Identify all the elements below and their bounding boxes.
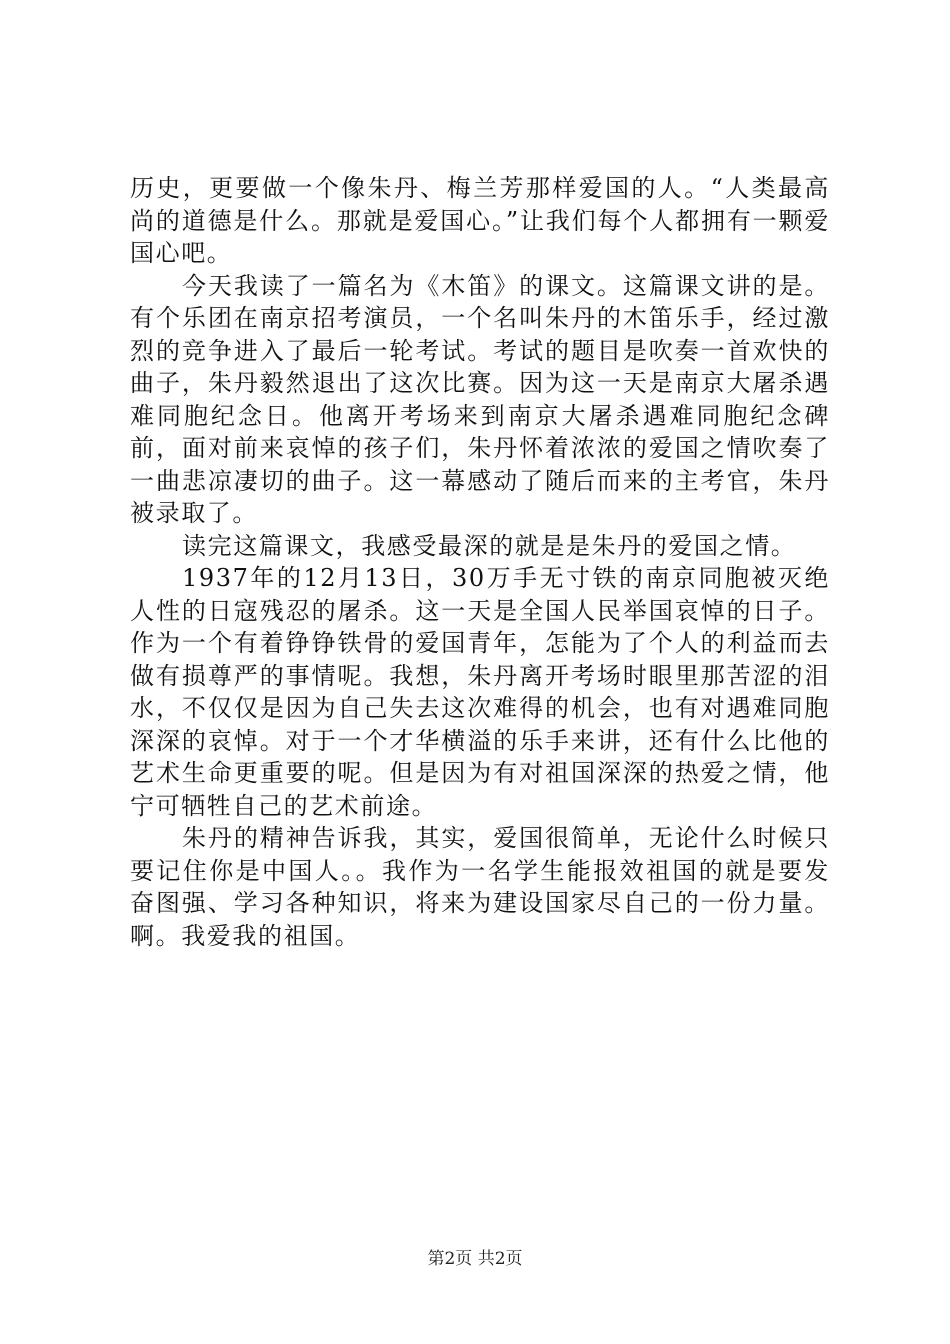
paragraph-3: 读完这篇课文，我感受最深的就是是朱丹的爱国之情。 (182, 531, 797, 560)
paragraph-5: 朱丹的精神告诉我，其实，爱国很简单，无论什么时候只要记住你是中国人。。我作为一名学生能报效祖国的就是要发奋图强、学习各种知识，将来为建设国家尽自己的一份力量。啊。我爱我的祖国。 (130, 824, 830, 950)
page-number-footer: 第2页 共2页 (427, 1249, 523, 1269)
paragraph-1: 历史，更要做一个像朱丹、梅兰芳那样爱国的人。“人类最高尚的道德是什么。那就是爱国心。”让我们每个人都拥有一颗爱国心吧。 (130, 174, 830, 267)
paragraph-2: 今天我读了一篇名为《木笛》的课文。这篇课文讲的是。有个乐团在南京招考演员，一个名叫朱丹的木笛乐手，经过激烈的竞争进入了最后一轮考试。考试的题目是吹奏一首欢快的曲子，朱丹毅然退出了这次比赛。因为这一天是南京大屠杀遇难同胞纪念日。他离开考场来到南京大屠杀遇难同胞纪念碑前，面对前来哀悼的孩子们，朱丹怀着浓浓的爱国之情吹奏了一曲悲凉凄切的曲子。这一幕感动了随后而来的主考官，朱丹被录取了。 (130, 271, 830, 527)
document-body (130, 172, 830, 952)
paragraph-4: 1937年的12月13日，30万手无寸铁的南京同胞被灭绝人性的日寇残忍的屠杀。这一天是全国人民举国哀悼的日子。作为一个有着铮铮铁骨的爱国青年，怎能为了个人的利益而去做有损尊严的事情呢。我想，朱丹离开考场时眼里那苦涩的泪水，不仅仅是因为自己失去这次难得的机会，也有对遇难同胞深深的哀悼。对于一个才华横溢的乐手来讲，还有什么比他的艺术生命更重要的呢。但是因为有对祖国深深的热爱之情，他宁可牺牲自己的艺术前途。 (130, 564, 830, 820)
